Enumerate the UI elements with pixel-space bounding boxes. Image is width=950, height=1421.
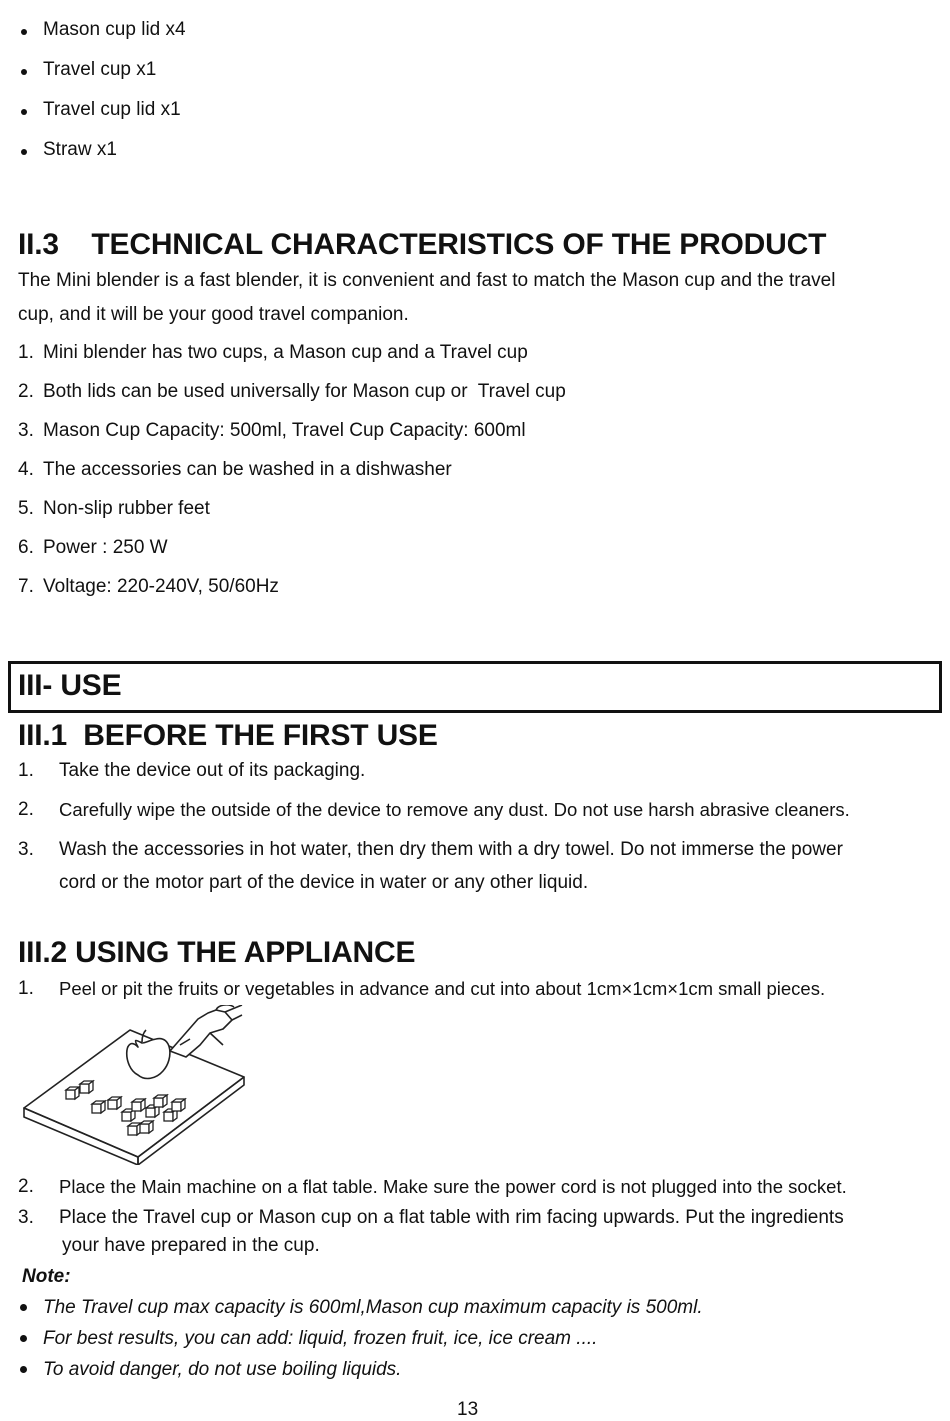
list-item: Place the Travel cup or Mason cup on a flat table with rim facing upwards. Put the ingredients bbox=[59, 1207, 844, 1228]
subsection-heading-before-first-use: III.1 BEFORE THE FIRST USE bbox=[18, 719, 438, 752]
note-item: For best results, you can add: liquid, frozen fruit, ice, ice cream .... bbox=[43, 1328, 598, 1349]
note-label: Note: bbox=[22, 1266, 71, 1287]
list-item: Straw x1 bbox=[43, 139, 117, 160]
list-number: 3. bbox=[18, 1207, 34, 1228]
list-item: Power : 250 W bbox=[43, 537, 168, 558]
list-number: 3. bbox=[18, 839, 34, 860]
list-number: 2. bbox=[18, 381, 34, 402]
list-number: 2. bbox=[18, 799, 34, 820]
list-item: Voltage: 220-240V, 50/60Hz bbox=[43, 576, 279, 597]
list-number: 1. bbox=[18, 760, 34, 781]
note-item: The Travel cup max capacity is 600ml,Mason cup maximum capacity is 500ml. bbox=[43, 1297, 703, 1318]
list-number: 2. bbox=[18, 1176, 34, 1197]
list-item: Non-slip rubber feet bbox=[43, 498, 210, 519]
paragraph-line: The Mini blender is a fast blender, it is convenient and fast to match the Mason cup and the travel bbox=[18, 270, 836, 291]
list-number: 4. bbox=[18, 459, 34, 480]
list-item: Carefully wipe the outside of the device to remove any dust. Do not use harsh abrasive cleaners. bbox=[59, 799, 850, 820]
list-number: 5. bbox=[18, 498, 34, 519]
list-item: Take the device out of its packaging. bbox=[59, 760, 366, 781]
list-number: 1. bbox=[18, 342, 34, 363]
section-box-use bbox=[8, 661, 942, 713]
list-item: Wash the accessories in hot water, then dry them with a dry towel. Do not immerse the power bbox=[59, 839, 843, 860]
list-item: Mason Cup Capacity: 500ml, Travel Cup Capacity: 600ml bbox=[43, 420, 526, 441]
list-item: Mason cup lid x4 bbox=[43, 19, 186, 40]
list-item: Travel cup lid x1 bbox=[43, 99, 181, 120]
bullet-icon bbox=[21, 149, 27, 155]
bullet-icon bbox=[21, 109, 27, 115]
bullet-icon bbox=[21, 69, 27, 75]
list-number: 6. bbox=[18, 537, 34, 558]
section-heading-ii3: II.3 TECHNICAL CHARACTERISTICS OF THE PRODUCT bbox=[18, 228, 827, 261]
list-item: Travel cup x1 bbox=[43, 59, 157, 80]
list-item: Mini blender has two cups, a Mason cup and a Travel cup bbox=[43, 342, 528, 363]
page-number: 13 bbox=[457, 1399, 479, 1420]
list-item: Both lids can be used universally for Mason cup or Travel cup bbox=[43, 381, 566, 402]
list-item-continued: cord or the motor part of the device in water or any other liquid. bbox=[59, 872, 589, 893]
list-item: Place the Main machine on a flat table. Make sure the power cord is not plugged into the socket. bbox=[59, 1176, 847, 1197]
bullet-icon bbox=[20, 1304, 27, 1311]
list-item: Peel or pit the fruits or vegetables in advance and cut into about 1cm×1cm×1cm small pieces. bbox=[59, 978, 826, 999]
list-number: 1. bbox=[18, 978, 34, 999]
bullet-icon bbox=[20, 1366, 27, 1373]
cutting-board-illustration bbox=[20, 1005, 260, 1165]
bullet-icon bbox=[20, 1335, 27, 1342]
list-number: 7. bbox=[18, 576, 34, 597]
list-item: The accessories can be washed in a dishwasher bbox=[43, 459, 452, 480]
section-heading-use: III- USE bbox=[18, 669, 122, 702]
bullet-icon bbox=[21, 29, 27, 35]
paragraph-line: cup, and it will be your good travel companion. bbox=[18, 304, 409, 325]
note-item: To avoid danger, do not use boiling liquids. bbox=[43, 1359, 402, 1380]
list-item-continued: your have prepared in the cup. bbox=[62, 1235, 320, 1256]
list-number: 3. bbox=[18, 420, 34, 441]
subsection-heading-using-appliance: III.2 USING THE APPLIANCE bbox=[18, 936, 416, 969]
